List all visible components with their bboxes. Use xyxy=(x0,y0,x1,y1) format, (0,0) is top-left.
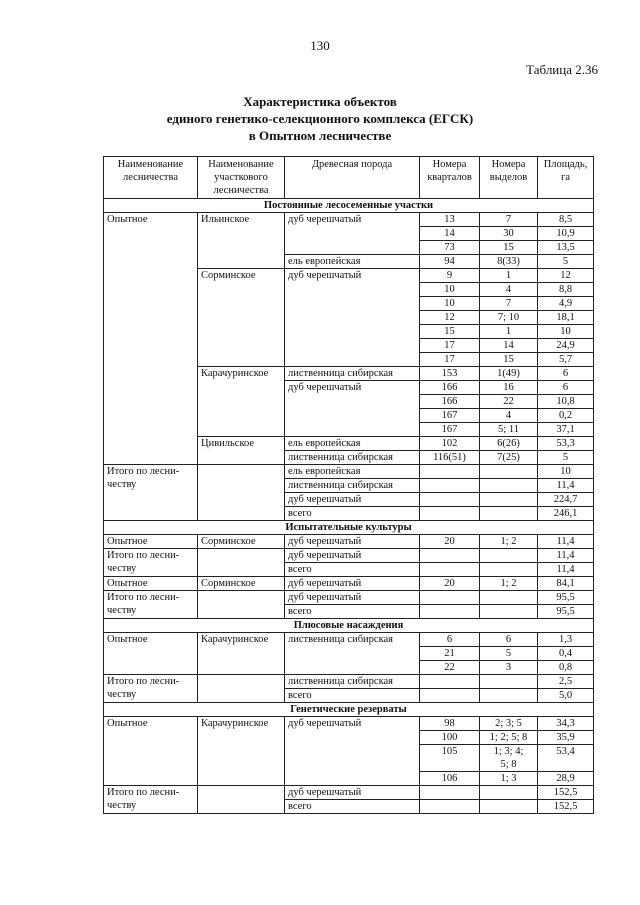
plot-cell: 7 xyxy=(480,297,538,311)
district-cell: Карачуринское xyxy=(198,717,285,786)
quarter-cell: 9 xyxy=(420,269,480,283)
total-label-line-2: честву xyxy=(107,479,137,490)
plot-cell: 1 xyxy=(480,325,538,339)
quarter-cell: 21 xyxy=(420,647,480,661)
plot-cell xyxy=(480,745,538,772)
quarter-cell: 167 xyxy=(420,409,480,423)
district-cell xyxy=(198,591,285,619)
plot-cell: 1; 3 xyxy=(480,772,538,786)
quarter-cell: 17 xyxy=(420,339,480,353)
district-cell xyxy=(198,786,285,814)
plot-cell: 5 xyxy=(480,647,538,661)
area-cell: 0,4 xyxy=(538,647,594,661)
area-cell: 11,4 xyxy=(538,549,594,563)
area-cell: 224,7 xyxy=(538,493,594,507)
district-cell: Карачуринское xyxy=(198,367,285,437)
area-cell: 5,0 xyxy=(538,689,594,703)
district-cell: Карачуринское xyxy=(198,633,285,675)
plot-cell: 14 xyxy=(480,339,538,353)
plot-cell: 1; 2; 5; 8 xyxy=(480,731,538,745)
quarter-cell: 167 xyxy=(420,423,480,437)
plot-cell xyxy=(480,786,538,800)
area-cell: 24,9 xyxy=(538,339,594,353)
quarter-cell: 10 xyxy=(420,297,480,311)
forestry-cell: Опытное xyxy=(104,717,198,786)
plot-cell: 15 xyxy=(480,353,538,367)
table-row xyxy=(104,549,594,563)
species-cell: лиственница сибирская xyxy=(285,675,420,689)
plot-cell: 15 xyxy=(480,241,538,255)
district-cell: Ильинское xyxy=(198,213,285,269)
district-cell: Сорминское xyxy=(198,269,285,367)
table-row xyxy=(104,577,594,591)
species-cell: лиственница сибирская xyxy=(285,479,420,493)
species-cell: всего xyxy=(285,800,420,814)
species-cell: дуб черешчатый xyxy=(285,577,420,591)
plot-line-2: 5; 8 xyxy=(500,759,517,770)
area-cell: 5 xyxy=(538,451,594,465)
area-cell: 35,9 xyxy=(538,731,594,745)
species-cell: лиственница сибирская xyxy=(285,367,420,381)
area-cell: 13,5 xyxy=(538,241,594,255)
species-cell: всего xyxy=(285,689,420,703)
district-cell xyxy=(198,549,285,577)
quarter-cell xyxy=(420,605,480,619)
area-cell: 37,1 xyxy=(538,423,594,437)
total-label-line-2: честву xyxy=(107,563,137,574)
table-row xyxy=(104,591,594,605)
table-label: Таблица 2.36 xyxy=(526,62,598,77)
plot-cell: 2; 3; 5 xyxy=(480,717,538,731)
forestry-cell: Опытное xyxy=(104,535,198,549)
title-line-2: единого генетико-селекционного комплекса (ЕГСК) xyxy=(166,111,474,126)
area-cell: 12 xyxy=(538,269,594,283)
area-cell: 11,4 xyxy=(538,479,594,493)
plot-cell: 1; 2 xyxy=(480,577,538,591)
quarter-cell xyxy=(420,591,480,605)
table-row xyxy=(104,535,594,549)
quarter-cell: 20 xyxy=(420,535,480,549)
total-label-cell xyxy=(104,549,198,577)
area-cell: 4,9 xyxy=(538,297,594,311)
section-heading: Постоянные лесосеменные участки xyxy=(104,199,594,213)
plot-line-1: 1; 3; 4; xyxy=(493,746,524,757)
forestry-cell: Опытное xyxy=(104,633,198,675)
plot-cell: 1 xyxy=(480,269,538,283)
area-cell: 95,5 xyxy=(538,605,594,619)
area-cell: 95,5 xyxy=(538,591,594,605)
species-cell: лиственница сибирская xyxy=(285,633,420,675)
species-cell: лиственница сибирская xyxy=(285,451,420,465)
plot-cell: 8(33) xyxy=(480,255,538,269)
area-cell: 0,2 xyxy=(538,409,594,423)
total-label-cell xyxy=(104,591,198,619)
species-cell: дуб черешчатый xyxy=(285,381,420,437)
species-cell: ель европейская xyxy=(285,255,420,269)
quarter-cell: 20 xyxy=(420,577,480,591)
species-cell: дуб черешчатый xyxy=(285,535,420,549)
quarter-cell xyxy=(420,493,480,507)
plot-cell: 4 xyxy=(480,283,538,297)
quarter-cell: 6 xyxy=(420,633,480,647)
total-label-line-2: честву xyxy=(107,605,137,616)
title-line-1: Характеристика объектов xyxy=(243,94,397,109)
quarter-cell xyxy=(420,800,480,814)
quarter-cell xyxy=(420,549,480,563)
total-label-line-2: честву xyxy=(107,689,137,700)
district-cell: Сорминское xyxy=(198,577,285,591)
table-row xyxy=(104,675,594,689)
plot-cell xyxy=(480,563,538,577)
plot-cell: 6 xyxy=(480,633,538,647)
area-cell: 0,8 xyxy=(538,661,594,675)
species-cell: дуб черешчатый xyxy=(285,213,420,255)
plot-cell: 4 xyxy=(480,409,538,423)
district-cell: Сорминское xyxy=(198,535,285,549)
total-label-line-1: Итого по лесни- xyxy=(107,676,180,687)
section-heading: Плюсовые насаждения xyxy=(104,619,594,633)
plot-cell: 22 xyxy=(480,395,538,409)
quarter-cell: 73 xyxy=(420,241,480,255)
district-cell xyxy=(198,465,285,521)
table-row xyxy=(104,786,594,800)
plot-cell: 7 xyxy=(480,213,538,227)
plot-cell xyxy=(480,689,538,703)
area-cell: 1,3 xyxy=(538,633,594,647)
area-cell: 152,5 xyxy=(538,800,594,814)
area-cell: 10,9 xyxy=(538,227,594,241)
plot-cell xyxy=(480,493,538,507)
area-cell: 34,3 xyxy=(538,717,594,731)
species-cell: дуб черешчатый xyxy=(285,786,420,800)
quarter-cell: 15 xyxy=(420,325,480,339)
plot-cell: 3 xyxy=(480,661,538,675)
plot-cell xyxy=(480,549,538,563)
header-quarters: Номера кварталов xyxy=(420,157,480,199)
section-heading: Генетические резерваты xyxy=(104,703,594,717)
area-cell: 10 xyxy=(538,465,594,479)
forestry-cell: Опытное xyxy=(104,213,198,465)
plot-cell xyxy=(480,591,538,605)
quarter-cell xyxy=(420,786,480,800)
title-line-3: в Опытном лесничестве xyxy=(248,128,392,143)
data-table xyxy=(103,156,594,814)
plot-cell xyxy=(480,605,538,619)
header-plots: Номера выделов xyxy=(480,157,538,199)
plot-cell: 6(26) xyxy=(480,437,538,451)
quarter-cell xyxy=(420,563,480,577)
total-label-line-1: Итого по лесни- xyxy=(107,466,180,477)
area-cell: 8,8 xyxy=(538,283,594,297)
quarter-cell: 98 xyxy=(420,717,480,731)
header-forestry: Наименование лесничества xyxy=(104,157,198,199)
forestry-cell: Опытное xyxy=(104,577,198,591)
area-cell: 152,5 xyxy=(538,786,594,800)
area-cell: 5 xyxy=(538,255,594,269)
quarter-cell xyxy=(420,507,480,521)
section-heading: Испытательные культуры xyxy=(104,521,594,535)
plot-cell: 7; 10 xyxy=(480,311,538,325)
area-cell: 11,4 xyxy=(538,563,594,577)
table-row xyxy=(104,633,594,647)
quarter-cell xyxy=(420,689,480,703)
total-label-cell xyxy=(104,465,198,521)
species-cell: ель европейская xyxy=(285,465,420,479)
total-label-line-2: честву xyxy=(107,800,137,811)
quarter-cell: 13 xyxy=(420,213,480,227)
quarter-cell: 153 xyxy=(420,367,480,381)
plot-cell: 7(25) xyxy=(480,451,538,465)
quarter-cell: 105 xyxy=(420,745,480,772)
plot-cell: 5; 11 xyxy=(480,423,538,437)
table-row xyxy=(104,717,594,731)
quarter-cell: 94 xyxy=(420,255,480,269)
species-cell: дуб черешчатый xyxy=(285,591,420,605)
species-cell: всего xyxy=(285,563,420,577)
total-label-line-1: Итого по лесни- xyxy=(107,787,180,798)
quarter-cell: 17 xyxy=(420,353,480,367)
species-cell: дуб черешчатый xyxy=(285,549,420,563)
total-label-line-1: Итого по лесни- xyxy=(107,550,180,561)
area-cell: 6 xyxy=(538,367,594,381)
quarter-cell xyxy=(420,465,480,479)
area-cell: 10 xyxy=(538,325,594,339)
species-cell: всего xyxy=(285,507,420,521)
quarter-cell: 14 xyxy=(420,227,480,241)
area-cell: 246,1 xyxy=(538,507,594,521)
area-cell: 18,1 xyxy=(538,311,594,325)
area-cell: 2,5 xyxy=(538,675,594,689)
quarter-cell xyxy=(420,479,480,493)
species-cell: дуб черешчатый xyxy=(285,493,420,507)
species-cell: всего xyxy=(285,605,420,619)
quarter-cell: 10 xyxy=(420,283,480,297)
district-cell xyxy=(198,675,285,703)
quarter-cell: 106 xyxy=(420,772,480,786)
quarter-cell: 116(51) xyxy=(420,451,480,465)
area-cell: 6 xyxy=(538,381,594,395)
plot-cell xyxy=(480,675,538,689)
plot-cell xyxy=(480,465,538,479)
plot-cell xyxy=(480,800,538,814)
table-title xyxy=(0,93,640,144)
area-cell: 53,4 xyxy=(538,745,594,772)
quarter-cell: 100 xyxy=(420,731,480,745)
table-row xyxy=(104,213,594,227)
total-label-cell xyxy=(104,786,198,814)
quarter-cell: 166 xyxy=(420,395,480,409)
area-cell: 53,3 xyxy=(538,437,594,451)
quarter-cell: 166 xyxy=(420,381,480,395)
plot-cell: 30 xyxy=(480,227,538,241)
species-cell: ель европейская xyxy=(285,437,420,451)
header-district: Наименование участкового лесничества xyxy=(198,157,285,199)
area-cell: 10,8 xyxy=(538,395,594,409)
header-row xyxy=(104,157,594,199)
area-cell: 8,5 xyxy=(538,213,594,227)
quarter-cell: 12 xyxy=(420,311,480,325)
species-cell: дуб черешчатый xyxy=(285,717,420,786)
area-cell: 11,4 xyxy=(538,535,594,549)
plot-cell xyxy=(480,479,538,493)
area-cell: 5,7 xyxy=(538,353,594,367)
district-cell: Цивильское xyxy=(198,437,285,465)
total-label-cell xyxy=(104,675,198,703)
plot-cell: 16 xyxy=(480,381,538,395)
header-species: Древесная порода xyxy=(285,157,420,199)
total-label-line-1: Итого по лесни- xyxy=(107,592,180,603)
page-number: 130 xyxy=(310,38,330,53)
plot-cell: 1; 2 xyxy=(480,535,538,549)
quarter-cell xyxy=(420,675,480,689)
table-row xyxy=(104,465,594,479)
plot-cell: 1(49) xyxy=(480,367,538,381)
area-cell: 84,1 xyxy=(538,577,594,591)
plot-cell xyxy=(480,507,538,521)
quarter-cell: 102 xyxy=(420,437,480,451)
header-area: Площадь, га xyxy=(538,157,594,199)
species-cell: дуб черешчатый xyxy=(285,269,420,367)
quarter-cell: 22 xyxy=(420,661,480,675)
area-cell: 28,9 xyxy=(538,772,594,786)
